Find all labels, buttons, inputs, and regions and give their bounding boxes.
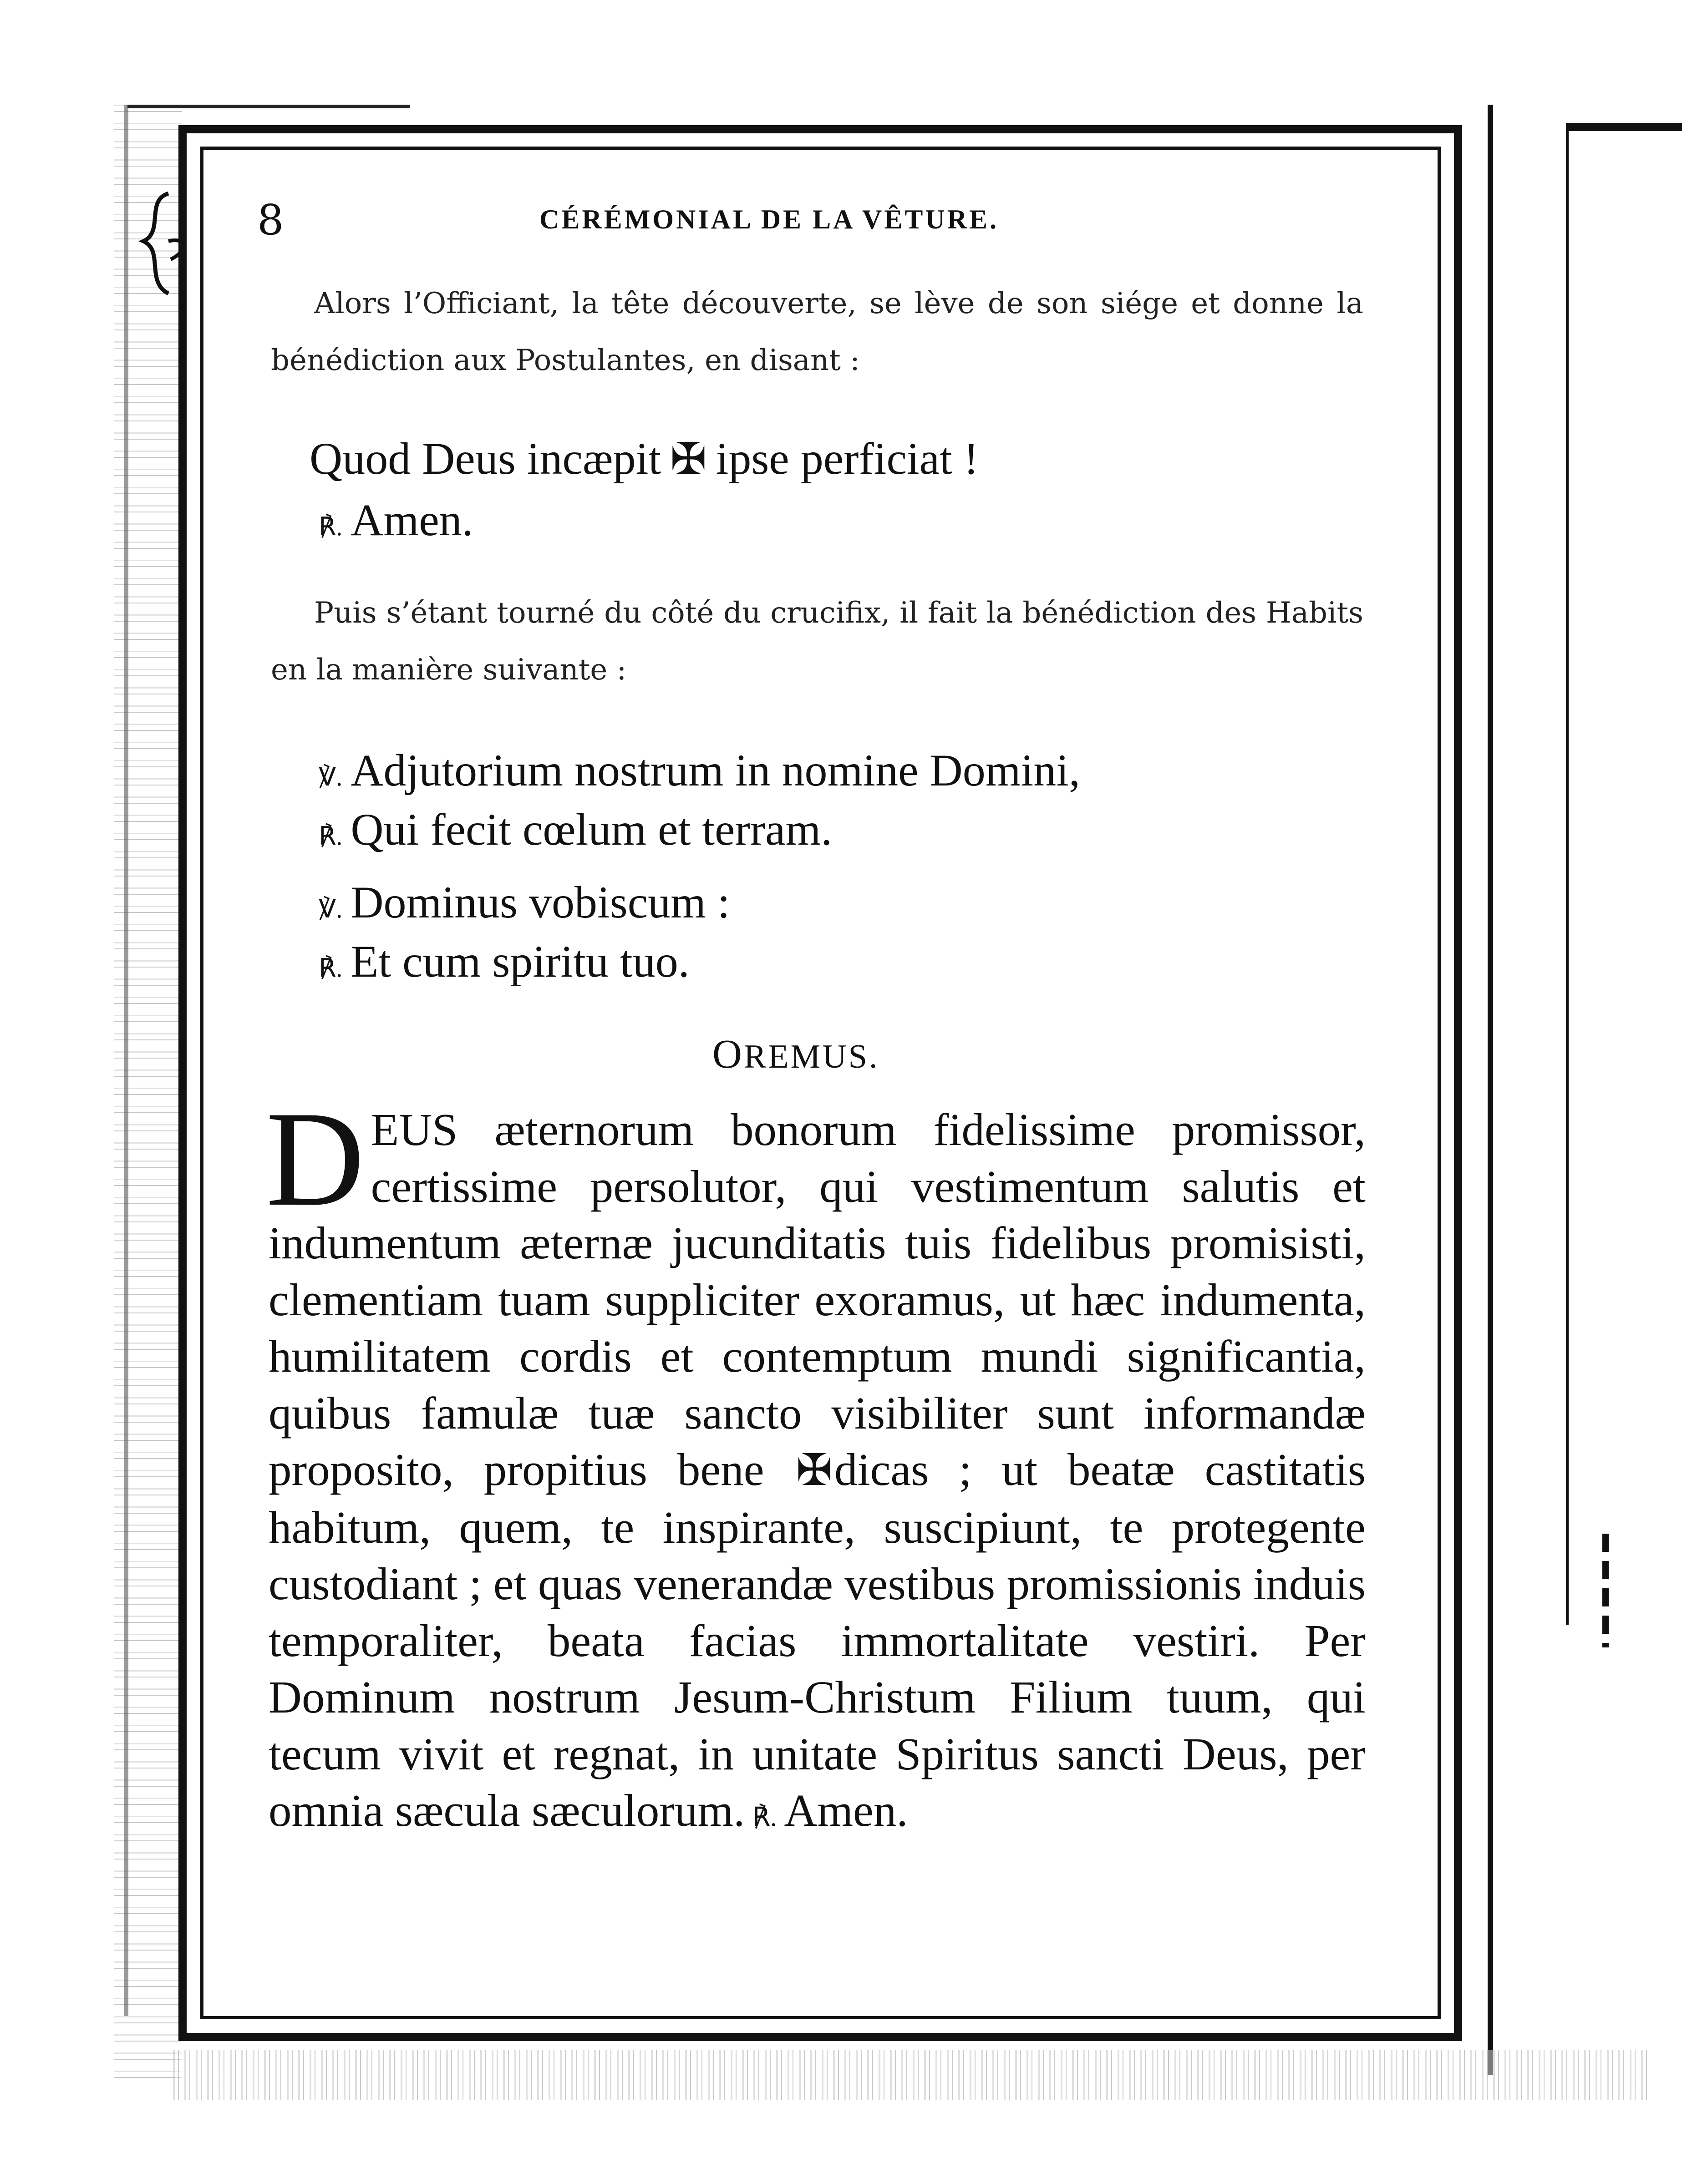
cross-icon: ✠ <box>796 1446 833 1495</box>
blessing-part-1: Quod Deus incæpit <box>310 433 661 484</box>
response <box>319 803 832 856</box>
versicle <box>319 744 1080 796</box>
rubric-benediction: Alors l’Officiant, la tête découverte, se lève de son siége et donne la bénédiction aux Postulantes, en disant : <box>271 287 1363 377</box>
rubric-blessing-habits: Puis s’étant tourné du côté du crucifix, il fait la bénédiction des Habits en la manière suivante : <box>271 596 1363 687</box>
response <box>319 935 690 988</box>
response-mark: ℟. <box>319 954 343 983</box>
running-head: CÉRÉMONIAL DE LA VÊTURE. <box>539 204 999 234</box>
cross-icon: ✠ <box>670 435 707 483</box>
oremus-heading <box>712 1031 879 1078</box>
response-amen <box>319 494 473 546</box>
top-edge-rule <box>127 105 410 108</box>
drop-cap: D <box>266 1083 365 1234</box>
prayer-text <box>266 1083 1366 1846</box>
oremus-initial: O <box>712 1032 744 1077</box>
versicle <box>319 876 730 928</box>
response-mark: ℟. <box>319 513 343 541</box>
response-mark: ℟. <box>752 1802 777 1832</box>
versicle-text: Adjutorium nostrum in nomine Domini, <box>351 745 1081 796</box>
response-text: Et cum spiritu tuo. <box>351 936 690 987</box>
oremus-rest: REMUS. <box>744 1038 879 1075</box>
page-number: 8 <box>257 196 284 244</box>
adjacent-page-marks <box>1602 1534 1609 1647</box>
adjacent-page-edge <box>1488 105 1493 2075</box>
versicle-text: Dominus vobiscum : <box>351 877 730 927</box>
response-text: Qui fecit cœlum et terram. <box>351 804 833 855</box>
response-text: Amen. <box>351 495 473 545</box>
versicle-mark: ℣. <box>319 895 343 923</box>
response-text: Amen. <box>784 1785 908 1836</box>
prayer-first-word: EUS <box>371 1104 458 1155</box>
response-mark: ℟. <box>319 822 343 851</box>
bottom-edge-noise <box>173 2050 1652 2100</box>
adjacent-page-frame <box>1566 123 1682 1625</box>
blessing-part-2: ipse perficiat ! <box>716 433 979 484</box>
blessing-line <box>310 432 979 485</box>
prayer-text-a: æternorum bonorum fidelissime promissor, certissime persolutor, qui vestimentum salutis et indumentum æternæ jucunditatis tuis fidelibus promisisti, clementiam tuam suppliciter exoramus, ut hæc indumenta, humilitatem cordis et contemptum mundi significantia, quibus famulæ tuæ sancto visibiliter sunt informandæ proposito, propitius bene <box>269 1104 1366 1495</box>
binding-edge-line <box>124 105 128 2016</box>
versicle-mark: ℣. <box>319 763 343 791</box>
prayer-text-b: dicas ; ut beatæ castitatis habitum, quem, te inspirante, suscipiunt, te protegente custodiant ; et quas venerandæ vestibus promissionis induis temporaliter, beata facias immortalitate vestiri. Per Dominum nostrum Jesum-Christum Filium tuum, qui tecum vivit et regnat, in unitate Spiritus sancti Deus, per omnia sæcula sæculorum. <box>269 1444 1366 1836</box>
